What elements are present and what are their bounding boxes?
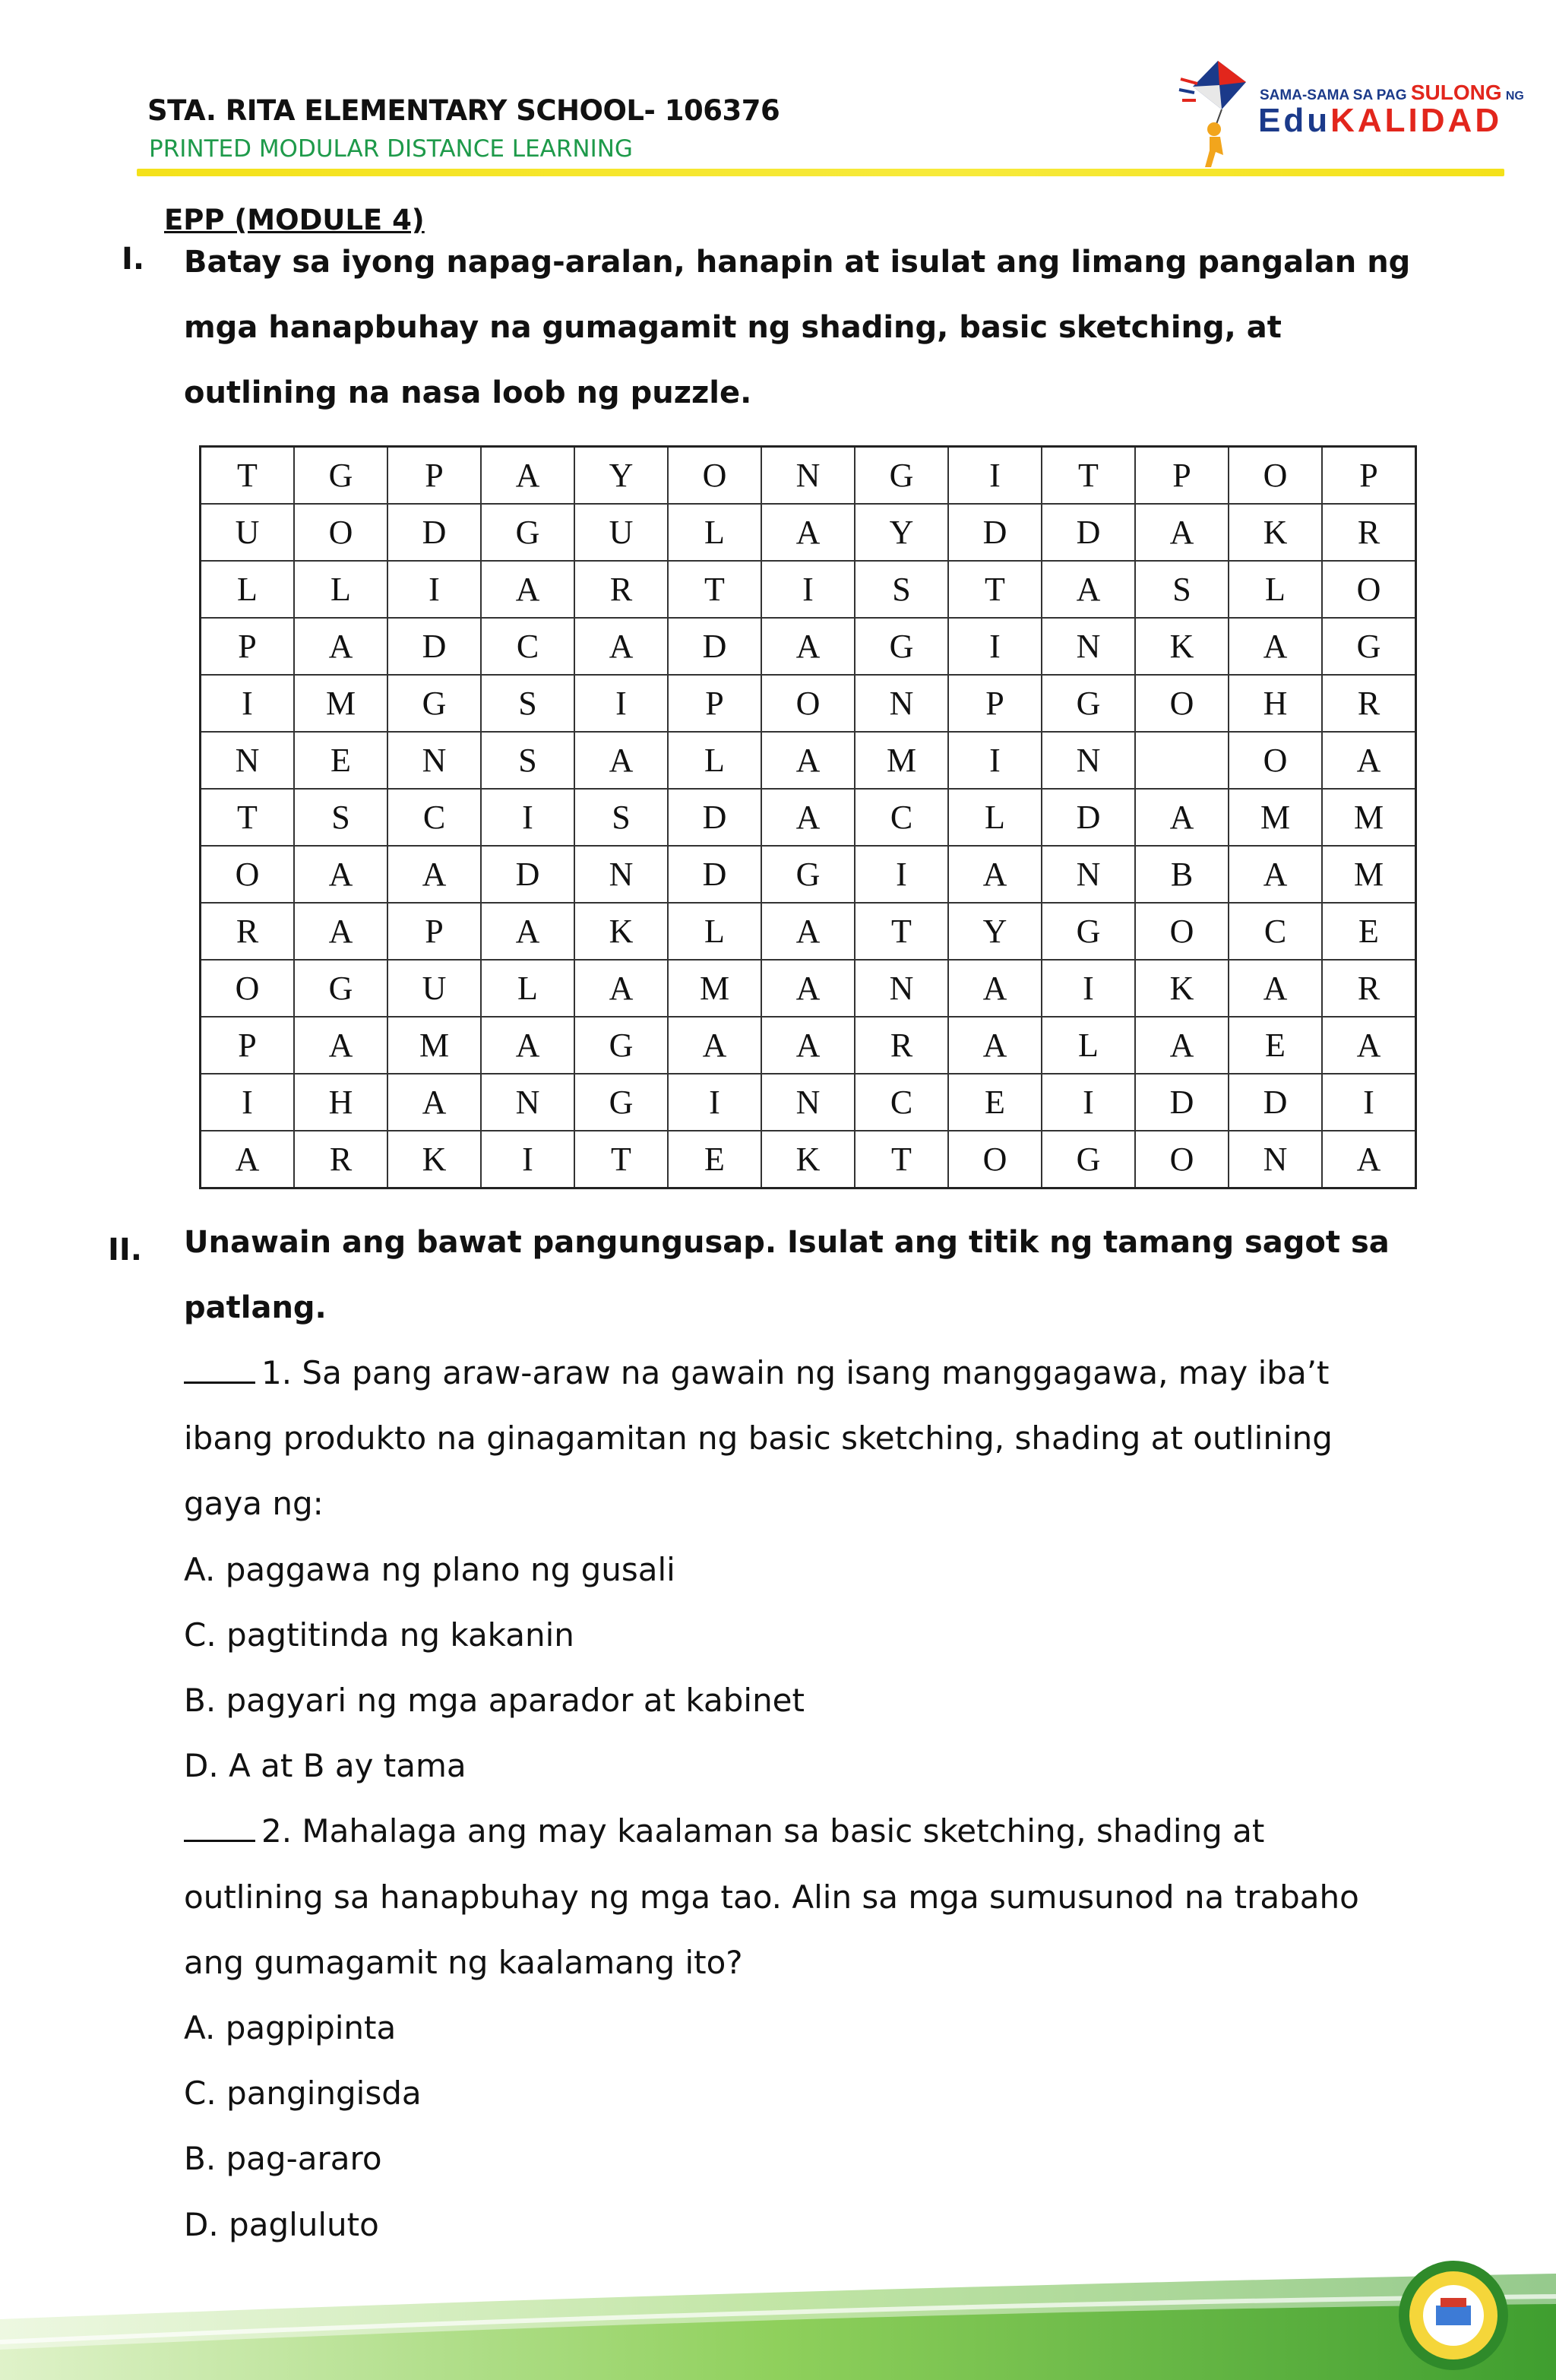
puzzle-cell[interactable]: G — [387, 675, 481, 732]
puzzle-cell[interactable]: A — [1135, 504, 1229, 561]
puzzle-cell[interactable]: A — [481, 1017, 574, 1074]
puzzle-cell[interactable]: L — [948, 789, 1042, 846]
puzzle-cell[interactable]: U — [387, 960, 481, 1017]
puzzle-cell[interactable]: I — [948, 447, 1042, 505]
module-title: EPP (MODULE 4) — [164, 204, 425, 236]
puzzle-cell[interactable]: O — [1229, 732, 1322, 789]
puzzle-row — [201, 846, 1416, 903]
questions — [184, 1340, 1506, 2258]
puzzle-cell[interactable]: G — [294, 960, 387, 1017]
puzzle-cell[interactable]: T — [1042, 447, 1135, 505]
puzzle-cell[interactable]: A — [481, 447, 574, 505]
puzzle-cell[interactable]: K — [574, 903, 668, 960]
puzzle-cell[interactable]: A — [1322, 1017, 1416, 1074]
puzzle-cell[interactable]: L — [668, 504, 761, 561]
puzzle-cell[interactable]: L — [1229, 561, 1322, 618]
puzzle-cell[interactable]: O — [1229, 447, 1322, 505]
school-name: STA. RITA ELEMENTARY SCHOOL- 106376 — [147, 94, 780, 127]
puzzle-row — [201, 1074, 1416, 1131]
puzzle-cell[interactable]: G — [1042, 675, 1135, 732]
puzzle-cell[interactable]: A — [761, 618, 855, 675]
puzzle-cell[interactable]: G — [574, 1017, 668, 1074]
puzzle-cell[interactable]: R — [201, 903, 295, 960]
puzzle-cell[interactable]: D — [1229, 1074, 1322, 1131]
puzzle-cell[interactable]: A — [294, 1017, 387, 1074]
puzzle-cell[interactable]: I — [1042, 960, 1135, 1017]
puzzle-cell[interactable]: G — [855, 618, 948, 675]
puzzle-cell[interactable]: M — [1322, 846, 1416, 903]
puzzle-cell[interactable]: A — [1322, 1131, 1416, 1188]
puzzle-cell[interactable]: A — [948, 846, 1042, 903]
puzzle-cell[interactable]: K — [1135, 960, 1229, 1017]
puzzle-cell[interactable]: B — [1135, 846, 1229, 903]
word-search-puzzle — [199, 445, 1417, 1189]
puzzle-cell[interactable]: P — [201, 618, 295, 675]
puzzle-cell[interactable]: P — [1135, 447, 1229, 505]
puzzle-cell[interactable]: R — [1322, 960, 1416, 1017]
puzzle-cell[interactable]: N — [1042, 618, 1135, 675]
puzzle-cell[interactable]: M — [1322, 789, 1416, 846]
puzzle-cell[interactable]: G — [855, 447, 948, 505]
puzzle-cell[interactable]: O — [668, 447, 761, 505]
puzzle-cell[interactable]: O — [1322, 561, 1416, 618]
puzzle-cell[interactable]: O — [948, 1131, 1042, 1188]
puzzle-cell[interactable]: A — [761, 789, 855, 846]
puzzle-cell[interactable]: A — [294, 846, 387, 903]
puzzle-cell[interactable]: R — [574, 561, 668, 618]
puzzle-cell[interactable]: Y — [574, 447, 668, 505]
puzzle-cell[interactable]: A — [201, 1131, 295, 1188]
puzzle-cell[interactable]: L — [294, 561, 387, 618]
puzzle-cell[interactable]: R — [1322, 675, 1416, 732]
puzzle-cell[interactable]: T — [574, 1131, 668, 1188]
puzzle-row — [201, 675, 1416, 732]
puzzle-cell[interactable]: K — [387, 1131, 481, 1188]
puzzle-cell[interactable]: A — [761, 903, 855, 960]
puzzle-cell[interactable]: P — [201, 1017, 295, 1074]
puzzle-cell[interactable]: A — [1322, 732, 1416, 789]
school-subtitle: PRINTED MODULAR DISTANCE LEARNING — [149, 135, 633, 163]
puzzle-cell[interactable]: P — [948, 675, 1042, 732]
puzzle-cell[interactable]: D — [387, 504, 481, 561]
school-seal-icon — [1396, 2258, 1510, 2372]
puzzle-cell[interactable]: D — [387, 618, 481, 675]
puzzle-cell[interactable]: C — [1229, 903, 1322, 960]
puzzle-cell[interactable]: G — [574, 1074, 668, 1131]
puzzle-row — [201, 960, 1416, 1017]
puzzle-cell[interactable]: D — [1042, 789, 1135, 846]
choice: A. pagpipinta — [184, 2009, 397, 2047]
puzzle-cell[interactable]: D — [948, 504, 1042, 561]
question-1-stem — [184, 1340, 1506, 1406]
puzzle-cell[interactable]: G — [1042, 1131, 1135, 1188]
puzzle-cell[interactable]: T — [668, 561, 761, 618]
puzzle-cell[interactable]: O — [1135, 675, 1229, 732]
puzzle-cell[interactable]: K — [1135, 618, 1229, 675]
section-1-number: I. — [122, 242, 145, 277]
puzzle-row — [201, 903, 1416, 960]
question-2-line: ang gumagamit ng kaalamang ito? — [184, 1943, 743, 1981]
puzzle-cell[interactable]: I — [481, 789, 574, 846]
puzzle-cell[interactable]: E — [668, 1131, 761, 1188]
puzzle-cell[interactable]: A — [294, 618, 387, 675]
logo-tagline-ng: NG — [1505, 90, 1524, 103]
puzzle-cell[interactable]: O — [761, 675, 855, 732]
puzzle-cell[interactable] — [1135, 732, 1229, 789]
puzzle-cell[interactable]: N — [855, 960, 948, 1017]
puzzle-row — [201, 618, 1416, 675]
puzzle-cell[interactable]: M — [1229, 789, 1322, 846]
question-2-stem — [184, 1799, 1506, 1864]
puzzle-cell[interactable]: O — [294, 504, 387, 561]
logo-tagline-sulong: SULONG — [1410, 81, 1502, 104]
answer-blank[interactable] — [184, 1351, 255, 1384]
puzzle-cell[interactable]: T — [201, 447, 295, 505]
puzzle-cell[interactable]: I — [1042, 1074, 1135, 1131]
puzzle-cell[interactable]: N — [387, 732, 481, 789]
puzzle-cell[interactable]: R — [294, 1131, 387, 1188]
puzzle-cell[interactable]: A — [574, 960, 668, 1017]
puzzle-cell[interactable]: A — [294, 903, 387, 960]
puzzle-cell[interactable]: G — [481, 504, 574, 561]
puzzle-cell[interactable]: R — [1322, 504, 1416, 561]
puzzle-cell[interactable]: A — [948, 960, 1042, 1017]
puzzle-cell[interactable]: L — [481, 960, 574, 1017]
puzzle-cell[interactable]: N — [855, 675, 948, 732]
puzzle-cell[interactable]: C — [387, 789, 481, 846]
puzzle-row — [201, 789, 1416, 846]
puzzle-cell[interactable]: P — [387, 903, 481, 960]
puzzle-cell[interactable]: E — [1229, 1017, 1322, 1074]
choice: D. pagluluto — [184, 2205, 379, 2243]
puzzle-cell[interactable]: A — [668, 1017, 761, 1074]
puzzle-cell[interactable]: S — [1135, 561, 1229, 618]
puzzle-cell[interactable]: O — [1135, 1131, 1229, 1188]
puzzle-cell[interactable]: N — [481, 1074, 574, 1131]
question-1-line: ibang produkto na ginagamitan ng basic sketching, shading at outlining — [184, 1419, 1333, 1457]
puzzle-cell[interactable]: U — [201, 504, 295, 561]
puzzle-cell[interactable]: M — [294, 675, 387, 732]
footer-green-swoosh — [0, 2274, 1556, 2380]
puzzle-cell[interactable]: N — [574, 846, 668, 903]
puzzle-cell[interactable]: K — [761, 1131, 855, 1188]
puzzle-cell[interactable]: A — [574, 732, 668, 789]
puzzle-cell[interactable]: N — [1042, 732, 1135, 789]
puzzle-cell[interactable]: G — [761, 846, 855, 903]
puzzle-cell[interactable]: D — [668, 789, 761, 846]
puzzle-cell[interactable]: P — [387, 447, 481, 505]
choice: C. pagtitinda ng kakanin — [184, 1616, 574, 1654]
puzzle-cell[interactable]: A — [761, 504, 855, 561]
puzzle-cell[interactable]: A — [761, 732, 855, 789]
puzzle-cell[interactable]: A — [1229, 846, 1322, 903]
puzzle-row — [201, 447, 1416, 505]
puzzle-cell[interactable]: E — [294, 732, 387, 789]
puzzle-cell[interactable]: D — [668, 618, 761, 675]
choice: B. pag-araro — [184, 2140, 382, 2178]
puzzle-cell[interactable]: A — [761, 960, 855, 1017]
puzzle-cell[interactable]: T — [855, 903, 948, 960]
puzzle-cell[interactable]: A — [1229, 618, 1322, 675]
logo-brand-edu: Edu — [1258, 102, 1331, 139]
puzzle-cell[interactable]: D — [668, 846, 761, 903]
puzzle-cell[interactable]: Y — [855, 504, 948, 561]
puzzle-cell[interactable]: I — [855, 846, 948, 903]
puzzle-cell[interactable]: H — [294, 1074, 387, 1131]
puzzle-cell[interactable]: N — [1229, 1131, 1322, 1188]
puzzle-cell[interactable]: L — [668, 903, 761, 960]
puzzle-cell[interactable]: A — [1042, 561, 1135, 618]
puzzle-cell[interactable]: T — [855, 1131, 948, 1188]
puzzle-cell[interactable]: A — [387, 846, 481, 903]
puzzle-cell[interactable]: M — [855, 732, 948, 789]
puzzle-cell[interactable]: U — [574, 504, 668, 561]
section-1-instruction — [184, 229, 1491, 426]
puzzle-cell[interactable]: M — [668, 960, 761, 1017]
puzzle-cell[interactable]: M — [387, 1017, 481, 1074]
puzzle-cell[interactable]: E — [1322, 903, 1416, 960]
puzzle-cell[interactable]: G — [1042, 903, 1135, 960]
puzzle-row — [201, 504, 1416, 561]
puzzle-cell[interactable]: N — [761, 1074, 855, 1131]
puzzle-row — [201, 1131, 1416, 1188]
puzzle-cell[interactable]: I — [387, 561, 481, 618]
puzzle-cell[interactable]: I — [201, 1074, 295, 1131]
kite-child-icon — [1176, 56, 1260, 170]
puzzle-row — [201, 732, 1416, 789]
puzzle-cell[interactable]: S — [574, 789, 668, 846]
section-1-line: outlining na nasa loob ng puzzle. — [184, 375, 752, 410]
puzzle-cell[interactable]: P — [1322, 447, 1416, 505]
puzzle-cell[interactable]: I — [1322, 1074, 1416, 1131]
puzzle-cell[interactable]: A — [387, 1074, 481, 1131]
puzzle-cell[interactable]: I — [481, 1131, 574, 1188]
puzzle-cell[interactable]: A — [1229, 960, 1322, 1017]
puzzle-cell[interactable]: O — [201, 960, 295, 1017]
puzzle-cell[interactable]: S — [855, 561, 948, 618]
section-2-line: patlang. — [184, 1290, 327, 1325]
section-2-number: II. — [108, 1233, 142, 1268]
logo-tagline-prefix: SAMA-SAMA SA PAG — [1260, 87, 1407, 103]
puzzle-cell[interactable]: A — [761, 1017, 855, 1074]
puzzle-cell[interactable]: A — [1135, 1017, 1229, 1074]
puzzle-cell[interactable]: D — [1135, 1074, 1229, 1131]
puzzle-cell[interactable]: C — [481, 618, 574, 675]
puzzle-cell[interactable]: A — [481, 903, 574, 960]
puzzle-cell[interactable]: P — [668, 675, 761, 732]
puzzle-cell[interactable]: S — [481, 675, 574, 732]
puzzle-cell[interactable]: T — [948, 561, 1042, 618]
puzzle-cell[interactable]: I — [668, 1074, 761, 1131]
puzzle-cell[interactable]: I — [948, 618, 1042, 675]
puzzle-cell[interactable]: I — [574, 675, 668, 732]
puzzle-cell[interactable]: E — [948, 1074, 1042, 1131]
question-1-line: 1. Sa pang araw-araw na gawain ng isang manggagawa, may iba’t — [261, 1354, 1330, 1391]
puzzle-cell[interactable]: I — [948, 732, 1042, 789]
logo-brand-kalidad: KALIDAD — [1330, 102, 1503, 139]
puzzle-cell[interactable]: R — [855, 1017, 948, 1074]
puzzle-cell[interactable]: I — [201, 675, 295, 732]
puzzle-cell[interactable]: N — [761, 447, 855, 505]
puzzle-row — [201, 1017, 1416, 1074]
answer-blank[interactable] — [184, 1809, 255, 1842]
puzzle-cell[interactable]: K — [1229, 504, 1322, 561]
puzzle-cell[interactable]: A — [1135, 789, 1229, 846]
question-2-line: outlining sa hanapbuhay ng mga tao. Alin sa mga sumusunod na trabaho — [184, 1878, 1359, 1916]
choice: B. pagyari ng mga aparador at kabinet — [184, 1682, 805, 1720]
section-1-line: Batay sa iyong napag-aralan, hanapin at isulat ang limang pangalan ng — [184, 245, 1411, 280]
puzzle-cell[interactable]: G — [1322, 618, 1416, 675]
puzzle-cell[interactable]: G — [294, 447, 387, 505]
choice: C. pangingisda — [184, 2075, 422, 2113]
puzzle-cell[interactable]: D — [1042, 504, 1135, 561]
section-2-line: Unawain ang bawat pangungusap. Isulat ang titik ng tamang sagot sa — [184, 1225, 1390, 1260]
puzzle-cell[interactable]: L — [201, 561, 295, 618]
puzzle-cell[interactable]: C — [855, 1074, 948, 1131]
question-1-line: gaya ng: — [184, 1485, 324, 1523]
puzzle-cell[interactable]: L — [1042, 1017, 1135, 1074]
puzzle-cell[interactable]: N — [201, 732, 295, 789]
puzzle-cell[interactable]: S — [481, 732, 574, 789]
puzzle-cell[interactable]: A — [481, 561, 574, 618]
puzzle-cell[interactable]: T — [201, 789, 295, 846]
puzzle-cell[interactable]: A — [948, 1017, 1042, 1074]
puzzle-cell[interactable]: N — [1042, 846, 1135, 903]
puzzle-cell[interactable]: O — [1135, 903, 1229, 960]
puzzle-cell[interactable]: Y — [948, 903, 1042, 960]
edukalidad-logo — [1176, 56, 1524, 170]
puzzle-cell[interactable]: S — [294, 789, 387, 846]
question-2-line: 2. Mahalaga ang may kaalaman sa basic sketching, shading at — [261, 1812, 1265, 1850]
section-1-line: mga hanapbuhay na gumagamit ng shading, basic sketching, at — [184, 310, 1282, 345]
choice: D. A at B ay tama — [184, 1747, 466, 1785]
puzzle-row — [201, 561, 1416, 618]
puzzle-cell[interactable]: L — [668, 732, 761, 789]
puzzle-cell[interactable]: I — [761, 561, 855, 618]
puzzle-cell[interactable]: C — [855, 789, 948, 846]
puzzle-cell[interactable]: D — [481, 846, 574, 903]
section-2-instruction — [184, 1210, 1491, 1340]
puzzle-cell[interactable]: H — [1229, 675, 1322, 732]
choice: A. paggawa ng plano ng gusali — [184, 1550, 675, 1588]
logo-brand — [1258, 102, 1502, 140]
puzzle-cell[interactable]: O — [201, 846, 295, 903]
puzzle-cell[interactable]: A — [574, 618, 668, 675]
